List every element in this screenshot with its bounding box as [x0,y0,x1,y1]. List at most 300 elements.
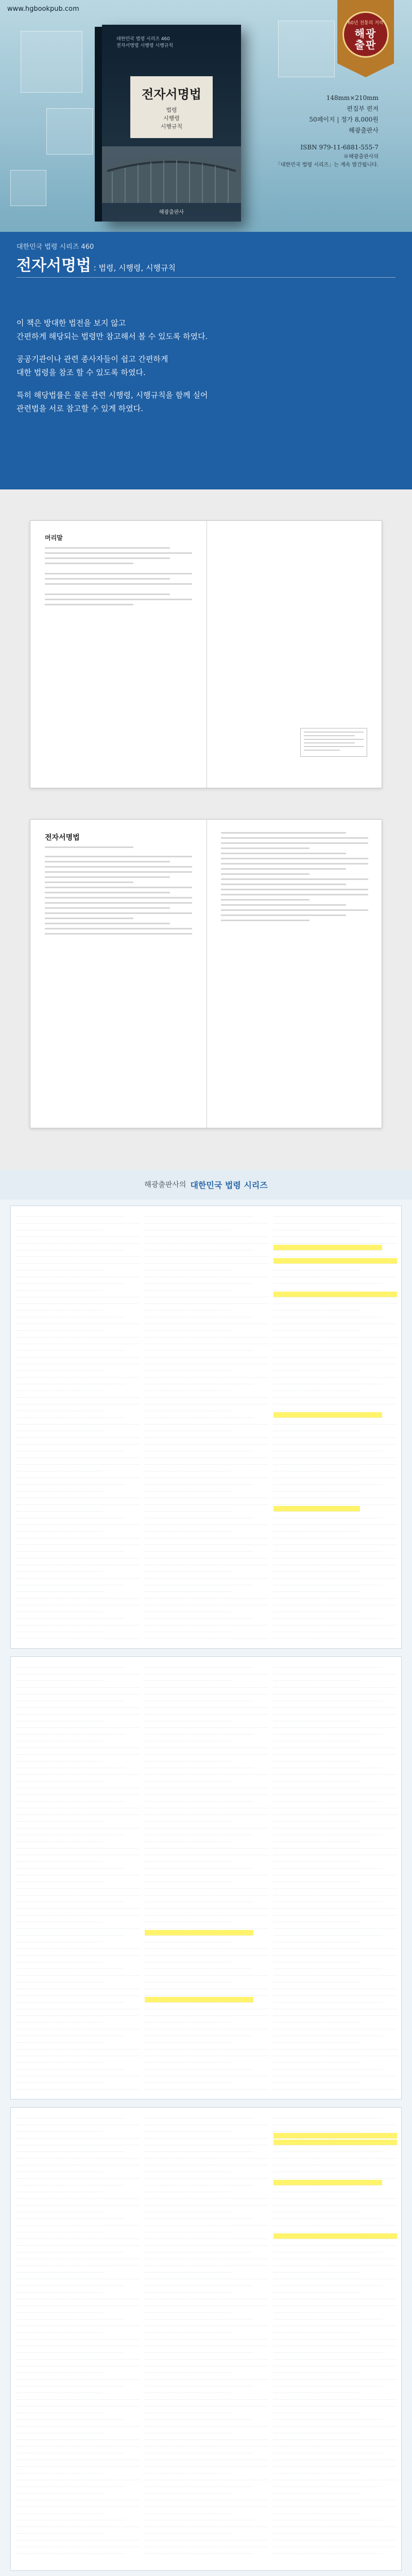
series-list-item [145,2367,231,2373]
series-list-item [145,2294,268,2299]
series-list-item [145,1432,268,1438]
series-list-item [273,1580,382,1585]
book-title-plate [130,76,213,138]
series-list-item [145,2434,268,2440]
book-spine [95,27,102,222]
series-list-item [145,1823,268,1828]
series-list-item [16,2381,125,2386]
series-list-item [145,1689,268,1694]
series-list-item [273,1486,360,1492]
spec-note-2: 「대한민국 법령 시리즈」는 계속 발간됩니다. [275,162,379,168]
series-list-item [145,1984,268,1989]
series-list-item [145,1977,231,1982]
series-list-item [273,1499,397,1505]
series-list-item [16,2126,102,2132]
series-list-item [16,1586,102,1592]
series-list-item [16,1876,102,1882]
series-list-item [145,2193,268,2199]
series-list-item [273,1412,382,1418]
series-list-item [16,2133,140,2139]
series-list-item [145,2017,231,2023]
series-list-item [273,1318,397,1324]
series-list-item [16,2213,125,2219]
series-list-item [273,2200,397,2206]
series-list-item [16,1573,140,1579]
series-list-item [273,2475,397,2480]
series-list-item [145,1749,268,1755]
series-list-item [16,2414,125,2420]
series-list-item [145,2401,268,2406]
series-list-item [145,1325,231,1331]
series-list-item [16,2247,125,2252]
series-list-item [16,1285,102,1291]
series-list-item [145,2307,231,2313]
series-list-item [273,2044,397,2049]
series-list-item [273,2535,397,2540]
series-list-item [145,2267,231,2273]
series-list-item [273,1796,382,1802]
series-list-item [273,1513,382,1518]
series-list-item [145,1352,268,1358]
series-list-item [145,1675,231,1681]
series-list-item [16,1439,140,1445]
series-list-item [273,1876,360,1882]
series-list-item [16,1984,140,1989]
series-list-item [273,1345,382,1351]
series-list-item [273,1312,382,1317]
series-list-item [273,1836,360,1842]
series-list-item [145,2044,268,2049]
series-list-item [16,1379,125,1384]
series-list-item [16,1977,102,1982]
series-list-item [16,1675,102,1681]
series-list-item [16,1432,140,1438]
series-list-item [145,2057,231,2063]
series-heading-title: 대한민국 법령 시리즈 [190,1180,268,1190]
series-list-item [145,2010,268,2016]
series-list-item [273,1439,397,1445]
series-list-item [145,1305,231,1311]
series-list-item [273,2294,397,2299]
series-list-item [145,1258,268,1264]
series-list-item [16,2064,125,2070]
series-list-item [145,1218,268,1224]
series-list-item [273,2193,397,2199]
book-publisher: 해광출판사 [159,210,184,215]
series-list-item [273,2401,397,2406]
series-list-item [16,2428,102,2433]
banner-title [16,252,176,275]
series-list-item [273,1682,397,1688]
series-list-item [16,1218,140,1224]
series-list-item [145,1923,268,1929]
series-list-item [273,2220,397,2226]
series-list-item [145,1669,268,1674]
series-list-item [16,2037,102,2043]
spec-isbn: ISBN 979-11-6881-555-7 [300,144,379,151]
series-list-item [273,1245,382,1250]
spec-size: 148mm×210mm [326,94,379,101]
series-column [273,1662,397,2091]
series-list-item [16,1870,140,1875]
series-list-item [16,1803,140,1808]
series-list-item [145,1883,268,1889]
series-list-item [273,1359,397,1364]
series-list-item [145,2428,231,2433]
series-list-item [16,1499,140,1505]
spec-editor: 편집부 편저 [347,105,379,112]
series-list-item [16,2441,140,2447]
series-list-item [145,2454,268,2460]
series-list-item [16,1863,125,1869]
banner-series: 대한민국 법령 시리즈 460 [16,243,94,251]
series-list-item [145,1606,231,1612]
series-list-item [273,1385,360,1391]
series-list-item [273,2146,382,2152]
series-list-item [273,2421,397,2427]
series-list-item [273,1566,360,1572]
series-list-item [16,1539,140,1545]
series-list-item [145,1419,268,1425]
series-list-item [273,1272,397,1277]
series-list-item [16,1580,125,1585]
series-list-item [16,2347,125,2353]
series-list-item [145,1970,268,1976]
series-list-item [16,1600,140,1605]
series-list-item [16,1970,140,1976]
series-list-item [145,1539,268,1545]
series-list-item [145,2071,268,2076]
series-list-item [273,2434,397,2440]
series-list-item [273,1716,360,1721]
series-list-item [16,2300,140,2306]
series-list-item [16,2260,140,2266]
series-list-item [273,1816,360,1822]
series-list-item [16,2227,102,2232]
series-list-item [16,2327,102,2333]
series-list-item [145,2140,268,2145]
series-list-item [273,1539,397,1545]
series-list-item [16,1265,102,1270]
series-list-item [145,1890,268,1895]
series-list-item [16,1466,102,1471]
series-list-item [273,1769,397,1775]
series-list-item [145,1245,253,1250]
series-list-item [16,2515,125,2520]
page-preview-section [0,489,412,1170]
series-list-item [16,1749,140,1755]
series-list-item [145,1459,268,1465]
series-list-item [273,2541,397,2547]
series-list-item [16,1836,102,1842]
series-list-item [145,1957,231,1962]
series-list-item [16,2253,140,2259]
series-list-item [273,1930,382,1936]
series-list-item [145,2334,268,2340]
series-list-item [16,1419,140,1425]
series-list-item [145,2120,268,2125]
series-list-item [145,1298,268,1304]
series-list-item [145,2541,268,2547]
series-list-item [273,1379,382,1384]
series-list-item [273,1963,382,1969]
series-list-item [273,1633,397,1639]
stamp-seal [342,11,389,58]
series-list-item [145,1783,268,1788]
series-list-item [16,1479,125,1485]
series-list-item [273,1332,397,1337]
series-list-item [145,1285,231,1291]
series-list-item [145,1809,268,1815]
series-list-item [273,1709,397,1715]
series-column [16,1211,140,1640]
series-list-item [16,1669,140,1674]
series-list-item [273,1493,397,1498]
series-list-item [273,1863,382,1869]
series-list-item [273,2454,397,2460]
page-preface [30,521,207,788]
series-list-item [145,1338,268,1344]
series-list-item [273,1789,397,1795]
series-list-item [145,2050,268,2056]
series-list-item [16,2024,140,2029]
series-list-item [145,2213,253,2219]
series-list-item [145,1372,268,1378]
series-list-item [145,1950,268,1956]
series-list-item [145,1917,231,1922]
series-list-item [16,1816,102,1822]
series-list-item [273,2428,360,2433]
series-list-item [16,1903,140,1909]
series-list-item [273,2461,397,2467]
series-list-item [16,1943,140,1949]
series-list-item [16,2475,140,2480]
series-list-item [273,1856,360,1862]
series-list-item [145,1365,231,1371]
series-list-item [145,1593,268,1599]
series-list-item [16,1305,102,1311]
series-list-item [273,1526,360,1532]
series-list-item [145,2488,231,2494]
series-list-item [16,1385,102,1391]
book-subtitle: 법령 시행령 시행규칙 [160,106,183,130]
series-list-item [145,2414,253,2420]
series-list-item [273,2488,360,2494]
series-list-item [273,1669,397,1674]
series-list-item [145,1662,253,1668]
series-list-item [145,2461,268,2467]
series-list-item [273,1696,382,1701]
series-list-item [145,2481,253,2487]
series-list-item [145,1566,231,1572]
series-list-item [273,2341,397,2346]
series-column [145,1662,268,2091]
series-list-item [16,2140,140,2145]
series-list-item [145,1506,231,1512]
series-list-item [16,1850,140,1855]
series-list-item [145,1519,268,1525]
series-list-item [16,2160,140,2165]
series-list-item [273,1298,397,1304]
series-list-item [16,1696,125,1701]
series-list-item [16,1722,140,1728]
book-cover [102,25,241,222]
series-list-item [273,1702,397,1708]
series-list-item [145,1716,231,1721]
series-list-item [16,2334,140,2340]
series-list-item [145,1345,253,1351]
series-list-item [16,2180,125,2185]
series-list-item [145,1850,268,1855]
series-list-item [16,1292,140,1297]
series-list-item [273,2207,360,2212]
series-list-item [16,1756,102,1761]
series-list-item [273,2017,360,2023]
page-contents [207,521,383,788]
series-list-item [145,1722,268,1728]
series-list-item [145,1318,268,1324]
publisher-url[interactable]: www.hgbookpub.com [7,5,79,13]
series-list-item [145,1816,231,1822]
series-list-item [145,2287,231,2293]
series-list-item [16,2361,140,2366]
series-list-item [273,1553,397,1558]
series-list-item [273,1399,397,1404]
series-list-item [16,2314,125,2319]
page-spread-2 [30,819,382,1128]
series-list-item [273,2394,397,2400]
series-list-item [16,1957,102,1962]
series-list-item [16,1682,140,1688]
series-list-item [16,2017,102,2023]
series-list-item [145,2354,268,2360]
hero-section [0,0,412,350]
series-list-item [273,2187,360,2192]
series-list-item [273,1600,397,1605]
book-series-tag: 대한민국 법령 시리즈 460 전자서명법 시행령 시행규칙 [116,37,174,48]
series-list-item [16,2200,140,2206]
series-list-item [273,2414,382,2420]
series-list-item [145,1903,268,1909]
series-list-item [273,1325,360,1331]
series-list-item [273,2501,397,2507]
page-law-text-right [207,820,383,1128]
series-list-item [145,2187,231,2192]
series-list-item [16,2071,140,2076]
series-list-item [273,1265,360,1270]
series-list-item [16,1238,140,1244]
series-list-item [273,2361,397,2366]
series-list-item [16,2548,125,2554]
series-list-item [145,1863,253,1869]
series-list-item [273,1850,397,1855]
series-list-item [16,2050,140,2056]
series-list-item [273,1285,360,1291]
series-list-item [273,2004,397,2009]
series-list-item [273,1977,360,1982]
series-list-item [16,1796,125,1802]
series-list-item [145,2320,268,2326]
series-list-item [145,2327,231,2333]
law-heading: 전자서명법 [45,834,80,842]
series-list-item [16,1843,140,1849]
series-list-item [16,2113,125,2119]
series-list-item [145,2341,268,2346]
series-list-item [145,1412,253,1418]
series-list-item [16,1736,102,1741]
series-list-item [273,1251,397,1257]
series-list-item [273,1990,397,1996]
series-list-item [145,1573,268,1579]
series-list-item [273,1917,360,1922]
series-list-item [16,1412,125,1418]
series-list-item [273,1984,397,1989]
series-list-item [145,1292,268,1297]
series-list-item [16,1405,102,1411]
series-list-item [273,1472,397,1478]
intro-paragraph-1: 이 책은 방대한 법전을 보지 않고 간편하게 해당되는 법령만 참고해서 볼 수 있도록 하였다. [16,318,208,341]
series-list-item [16,2153,140,2159]
series-list-item [145,1265,231,1270]
series-list-item [145,2260,268,2266]
background-tile [46,108,93,155]
series-list-item [145,1446,253,1451]
series-list-item [145,2314,253,2319]
series-list-item [16,1211,125,1217]
series-list-item [273,1957,360,1962]
series-list-item [273,1560,397,1565]
series-list-item [273,2024,397,2029]
series-list-item [145,2387,231,2393]
series-list-item [273,1352,397,1358]
series-list-item [16,2468,102,2473]
series-list-item [16,2287,102,2293]
series-list-item [16,1809,140,1815]
series-list-item [273,1756,360,1761]
series-list-item [145,1876,231,1882]
series-list-item [145,1709,268,1715]
series-list-item [16,1325,102,1331]
series-list-item [145,2024,268,2029]
series-list-item [273,2367,360,2373]
series-list-item [273,2334,397,2340]
series-list-item [16,2401,140,2406]
series-list-item [273,1829,382,1835]
series-list-item [273,1533,397,1538]
series-list-item [145,2180,253,2185]
series-list-item [16,1823,140,1828]
series-list-item [273,1211,382,1217]
series-list-item [273,1626,360,1632]
series-list-item [16,2267,102,2273]
series-list-item [273,2120,397,2125]
series-list-item [145,1211,253,1217]
series-list-item [145,2548,253,2554]
series-list-item [16,1950,140,1956]
series-list-item [273,2280,382,2286]
series-list-item [273,2408,360,2413]
series-list-item [16,1459,140,1465]
series-list-item [145,2133,268,2139]
series-list-item [273,1446,382,1451]
series-list-item [145,1385,231,1391]
series-list-item [273,2233,397,2239]
series-list-item [16,1251,140,1257]
series-list-item [145,1702,268,1708]
series-list-item [145,2300,268,2306]
series-list-item [273,2180,382,2185]
series-list-item [16,2030,125,2036]
